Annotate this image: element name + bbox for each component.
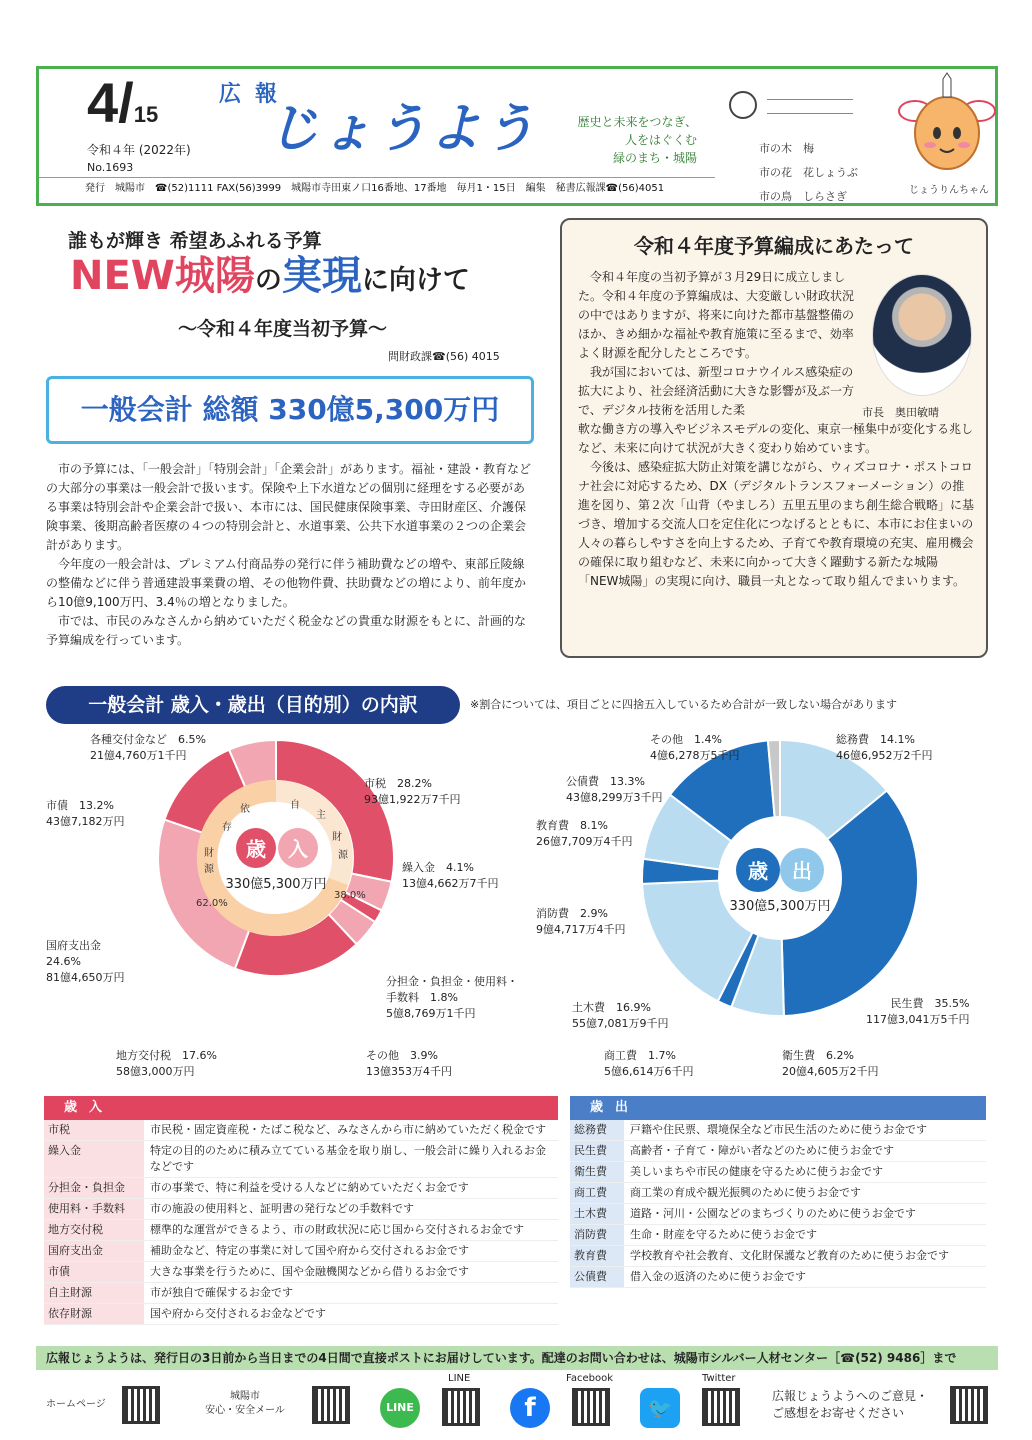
slice-amount: 5億6,614万6千円 xyxy=(604,1065,694,1078)
term: 教育費 xyxy=(570,1246,624,1266)
headline-part: 実現 xyxy=(281,253,362,299)
slice-pct: 2.9% xyxy=(580,907,608,920)
mayor-body xyxy=(578,268,974,591)
twitter-icon[interactable]: 🐦 xyxy=(640,1388,680,1428)
slice-name: 市税 xyxy=(364,777,386,790)
slice-pct: 6.5% xyxy=(178,733,206,746)
contact-info: 問財政課☎(56) 4015 xyxy=(388,350,500,363)
chart-label-kurireikin xyxy=(402,860,499,892)
slice-name: 民生費 xyxy=(890,997,924,1010)
slice-amount: 93億1,922万7千円 xyxy=(364,793,461,806)
homepage-qr-code[interactable] xyxy=(122,1386,160,1424)
chart-total: 330億5,300万円 xyxy=(225,877,327,892)
slice-name: 分担金・負担金・使用料・手数料 xyxy=(386,975,518,1004)
term: 民生費 xyxy=(570,1141,624,1161)
city-emblem-icon xyxy=(729,91,757,119)
band-percent: 38.0% xyxy=(334,890,366,901)
slice-name: 公債費 xyxy=(566,775,599,788)
chart-label-sonota-out xyxy=(650,732,740,764)
table-row xyxy=(44,1120,558,1141)
slice-name: 国府支出金 xyxy=(46,939,101,952)
band-label: 財 xyxy=(332,832,342,843)
paragraph: 令和４年度の当初予算が３月29日に成立しました。令和４年度の予算編成は、大変厳しい財政状況の中ではありますが、将来に向けた都市基盤整備のほか、きめ細かな福祉や教育施策に至るまで、効率よく財源を配分したところです。 xyxy=(578,270,855,360)
slogan-line: 歴史と未来をつなぎ、 xyxy=(577,115,697,129)
slice-amount: 5億8,769万1千円 xyxy=(386,1007,476,1020)
twitter-label: Twitter xyxy=(702,1373,736,1384)
mascot-icon xyxy=(897,71,997,179)
safe-mail-label xyxy=(200,1390,290,1418)
term-description: 市民税・固定資産税・たばこ税など、みなさんから市に納めていただく税金です xyxy=(150,1123,546,1136)
table-row xyxy=(570,1162,986,1183)
table-row xyxy=(570,1225,986,1246)
slice-pct: 24.6% xyxy=(46,955,81,968)
table-row xyxy=(44,1262,558,1283)
donut-hole xyxy=(718,816,842,940)
slice-pct: 3.9% xyxy=(410,1049,438,1062)
logo-main-text: じょうよう xyxy=(267,99,538,159)
term: 土木費 xyxy=(570,1204,624,1224)
slice-pct: 13.2% xyxy=(79,799,114,812)
article-kicker: 誰もが輝き 希望あふれる予算 xyxy=(68,230,322,252)
term: 総務費 xyxy=(570,1120,624,1140)
slice-name: 地方交付税 xyxy=(116,1049,171,1062)
slice-amount: 81億4,650万円 xyxy=(46,971,125,984)
mayor-name: 市長 奥田敏晴 xyxy=(862,406,939,419)
headline-part: に向けて xyxy=(361,265,470,296)
article-body xyxy=(46,460,536,650)
safe-mail-qr-code[interactable] xyxy=(312,1386,350,1424)
chart-label-shisai xyxy=(46,798,125,830)
mayor-title: 令和４年度予算編成にあたって xyxy=(634,234,914,258)
slice-pct: 14.1% xyxy=(880,733,915,746)
band-label: 存 xyxy=(222,822,232,833)
expenditure-glossary-table xyxy=(570,1096,986,1288)
slice-pct: 16.9% xyxy=(616,1001,651,1014)
issue-date: 令和４年 (2022年) xyxy=(87,143,191,157)
divider xyxy=(767,99,853,100)
band-label: 源 xyxy=(204,864,214,875)
term: 公債費 xyxy=(570,1267,624,1287)
chart-label-kousai xyxy=(566,774,663,806)
slice-amount: 20億4,605万2千円 xyxy=(782,1065,879,1078)
slice-amount: 26億7,709万4千円 xyxy=(536,835,633,848)
term-description: 市の事業で、特に利益を受ける人などに納めていただくお金です xyxy=(150,1181,469,1194)
label-line: 安心・安全メール xyxy=(205,1405,285,1416)
chart-label-kakushu xyxy=(90,732,206,764)
table-row xyxy=(570,1267,986,1288)
term: 消防費 xyxy=(570,1225,624,1245)
table-row xyxy=(570,1246,986,1267)
headline-part: NEW城陽 xyxy=(70,253,255,299)
homepage-label: ホームページ xyxy=(46,1399,106,1410)
article-headline xyxy=(70,252,470,300)
chart-label-shoukou xyxy=(604,1048,694,1080)
term-description: 高齢者・子育て・障がい者などのために使うお金です xyxy=(630,1144,894,1157)
term: 繰入金 xyxy=(44,1141,144,1177)
facebook-icon[interactable]: f xyxy=(510,1388,550,1428)
band-label: 自 xyxy=(290,800,300,811)
slice-amount: 46億6,952万2千円 xyxy=(836,749,933,762)
city-bird: 市の鳥 しらさぎ xyxy=(759,190,847,203)
chart-title-char: 歳 xyxy=(246,837,266,861)
slice-pct: 1.4% xyxy=(694,733,722,746)
band-percent: 62.0% xyxy=(196,898,228,909)
city-tree: 市の木 梅 xyxy=(759,142,814,155)
table-row xyxy=(44,1304,558,1325)
table-row xyxy=(44,1283,558,1304)
table-row xyxy=(44,1220,558,1241)
slice-name: 消防費 xyxy=(536,907,569,920)
issue-day: 15 xyxy=(133,102,159,127)
line-label: LINE xyxy=(448,1373,471,1384)
slice-amount: 13億353万4千円 xyxy=(366,1065,452,1078)
label-line: 広報じょうようへのご意見・ xyxy=(772,1389,929,1403)
table-row xyxy=(570,1183,986,1204)
band-label: 源 xyxy=(338,850,348,861)
chart-title-char: 歳 xyxy=(748,859,768,883)
chart-label-minsei xyxy=(866,996,970,1028)
slice-amount: 55億7,081万9千円 xyxy=(572,1017,669,1030)
logo-small-text: 広報 xyxy=(219,82,292,107)
slice-amount: 43億7,182万円 xyxy=(46,815,125,828)
paragraph: 我が国においては、新型コロナウイルス感染症の拡大により、社会経済活動に大きな影響が及ぶ一方で、デジタル技術を活用した柔 xyxy=(578,365,855,417)
slogan-line: 緑のまち・城陽 xyxy=(612,151,697,165)
term-description: 戸籍や住民票、環境保全など市民生活のために使うお金です xyxy=(630,1123,927,1136)
chart-label-buntankin xyxy=(386,974,526,1022)
slice-name: 市債 xyxy=(46,799,68,812)
mascot-name: じょうりんちゃん xyxy=(909,185,989,196)
slice-pct: 35.5% xyxy=(934,997,970,1010)
twitter-qr-code[interactable] xyxy=(702,1388,740,1426)
label-line: ご感想をお寄せください xyxy=(772,1406,905,1420)
term: 分担金・負担金 xyxy=(44,1178,144,1198)
label-line: 城陽市 xyxy=(230,1391,260,1402)
income-glossary-table xyxy=(44,1096,558,1325)
slice-pct: 1.8% xyxy=(430,991,458,1004)
term-description: 道路・河川・公園などのまちづくりのために使うお金です xyxy=(630,1207,916,1220)
chart-total: 330億5,300万円 xyxy=(729,899,831,914)
band-label: 主 xyxy=(316,810,326,821)
slice-pct: 28.2% xyxy=(397,777,432,790)
city-flower: 市の花 花しょうぶ xyxy=(759,166,858,179)
table-row xyxy=(44,1141,558,1178)
term: 国府支出金 xyxy=(44,1241,144,1261)
term-description: 国や府から交付されるお金などです xyxy=(150,1307,326,1320)
slice-amount: 58億3,000万円 xyxy=(116,1065,195,1078)
slice-name: 各種交付金など xyxy=(90,733,167,746)
slice-name: その他 xyxy=(650,733,683,746)
slice-amount: 9億4,717万4千円 xyxy=(536,923,626,936)
chart-label-shizei xyxy=(364,776,461,808)
slice-pct: 1.7% xyxy=(648,1049,676,1062)
term-description: 補助金など、特定の事業に対して国や府から交付されるお金です xyxy=(150,1244,469,1257)
term: 依存財源 xyxy=(44,1304,144,1324)
divider xyxy=(767,113,853,114)
opinion-label xyxy=(772,1388,928,1422)
slice-pct: 13.3% xyxy=(610,775,645,788)
slice-name: その他 xyxy=(366,1049,399,1062)
slice-amount: 4億6,278万5千円 xyxy=(650,749,740,762)
table-row xyxy=(570,1120,986,1141)
paragraph: 今後は、感染症拡大防止対策を講じながら、ウィズコロナ・ポストコロナ社会に対応するため、DX（デジタルトランスフォーメーション）の推進を図り、第２次「山背（やましろ）五里五里のまち創生総合戦略」に基づき、増加する交流人口を定住化につなげるとともに、本市にお住まいの人々の暮らしやすさを向上するため、子育てや教育環境の充実、雇用機会の確保に取り組むなど、未来に向かって大きく躍動する新たな城陽「NEW城陽」の実現に向け、職員一丸となって取り組んでまいります。 xyxy=(578,460,975,588)
slice-pct: 17.6% xyxy=(182,1049,217,1062)
chart-label-shoubou xyxy=(536,906,626,938)
paragraph: 今年度の一般会計は、プレミアム付商品券の発行に伴う補助費などの増や、東部丘陵線の整備などに伴う普通建設事業費の増、その他物件費、扶助費などの増により、前年度から10億9,100万円、3.4％の増となりました。 xyxy=(46,557,527,609)
term-description: 市の施設の使用料と、証明書の発行などの手数料です xyxy=(150,1202,414,1215)
band-label: 依 xyxy=(240,804,250,815)
slice-name: 衛生費 xyxy=(782,1049,815,1062)
slice-amount: 13億4,662万7千円 xyxy=(402,877,499,890)
slice-name: 土木費 xyxy=(572,1001,605,1014)
chart-label-eisei xyxy=(782,1048,879,1080)
term: 市債 xyxy=(44,1262,144,1282)
slice-amount: 117億3,041万5千円 xyxy=(866,1013,970,1026)
delivery-notice: 広報じょうようは、発行日の3日前から当日までの4日間で直接ポストにお届けしています。配達のお問い合わせは、城陽市シルバー人材センター［☎(52) 9486］まで xyxy=(36,1346,998,1370)
slice-name: 商工費 xyxy=(604,1049,637,1062)
term-description: 借入金の返済のために使うお金です xyxy=(630,1270,806,1283)
chart-label-soumu xyxy=(836,732,933,764)
term-description: 特定の目的のために積み立てている基金を取り崩し、一般会計に繰り入れるお金などです xyxy=(150,1144,546,1173)
term: 衛生費 xyxy=(570,1162,624,1182)
total-amount-box: 一般会計 総額 330億5,300万円 xyxy=(46,376,534,444)
chart-label-kokufu xyxy=(46,938,125,986)
table-row xyxy=(44,1199,558,1220)
slice-name: 総務費 xyxy=(836,733,869,746)
term-description: 学校教育や社会教育、文化財保護など教育のために使うお金です xyxy=(630,1249,949,1262)
table-heading: 歳出 xyxy=(570,1096,986,1120)
article-subhead: 〜令和４年度当初予算〜 xyxy=(178,318,388,340)
table-row xyxy=(570,1141,986,1162)
term-description: 商工業の育成や観光振興のために使うお金です xyxy=(630,1186,861,1199)
term: 地方交付税 xyxy=(44,1220,144,1240)
slice-amount: 43億8,299万3千円 xyxy=(566,791,663,804)
term-description: 大きな事業を行うために、国や金融機関などから借りるお金です xyxy=(150,1265,469,1278)
paragraph: 軟な働き方の導入やビジネスモデルの変化、東京一極集中が変化する兆しなど、未来に向けて状況が大きく変わり始めています。 xyxy=(578,422,974,455)
chart-label-kyouiku xyxy=(536,818,633,850)
chart-label-doboku xyxy=(572,1000,669,1032)
slogan-line: 人をはぐくむ xyxy=(624,133,697,147)
term: 市税 xyxy=(44,1120,144,1140)
paragraph: 市では、市民のみなさんから納めていただく税金などの貴重な財源をもとに、計画的な予算編成を行っています。 xyxy=(46,614,527,647)
opinion-qr-code[interactable] xyxy=(950,1386,988,1424)
band-label: 財 xyxy=(204,848,214,859)
term-description: 標準的な運営ができるよう、市の財政状況に応じ国から交付されるお金です xyxy=(150,1223,524,1236)
income-donut-chart xyxy=(156,738,396,978)
slice-amount: 21億4,760万1千円 xyxy=(90,749,187,762)
term: 自主財源 xyxy=(44,1283,144,1303)
expenditure-donut-chart xyxy=(640,738,920,1018)
line-qr-code[interactable] xyxy=(442,1388,480,1426)
slice-name: 繰入金 xyxy=(402,861,435,874)
term-description: 市が独自で確保するお金です xyxy=(150,1286,293,1299)
slice-name: 教育費 xyxy=(536,819,569,832)
chart-label-sonota-in xyxy=(366,1048,452,1080)
facebook-qr-code[interactable] xyxy=(572,1388,610,1426)
slice-pct: 6.2% xyxy=(826,1049,854,1062)
chart-label-chihou xyxy=(116,1048,217,1080)
table-row xyxy=(570,1204,986,1225)
masthead xyxy=(36,66,998,206)
table-row xyxy=(44,1178,558,1199)
section-note: ※割合については、項目ごとに四捨五入しているため合計が一致しない場合があります xyxy=(470,698,897,711)
line-icon[interactable]: LINE xyxy=(380,1388,420,1428)
chart-title-char: 出 xyxy=(792,859,812,883)
headline-part: の xyxy=(254,265,282,296)
chart-title-char: 入 xyxy=(288,837,308,861)
facebook-label: Facebook xyxy=(566,1373,613,1384)
mayor-message-box xyxy=(560,218,988,658)
term: 使用料・手数料 xyxy=(44,1199,144,1219)
city-symbols xyxy=(759,137,858,209)
issue-month: 4/15 xyxy=(87,71,159,134)
table-heading: 歳入 xyxy=(44,1096,558,1120)
term-description: 美しいまちや市民の健康を守るために使うお金です xyxy=(630,1165,883,1178)
term-description: 生命・財産を守るために使うお金です xyxy=(630,1228,817,1241)
section-heading: 一般会計 歳入・歳出（目的別）の内訳 xyxy=(46,686,460,724)
slice-pct: 4.1% xyxy=(446,861,474,874)
publisher-info: 発行 城陽市 ☎(52)1111 FAX(56)3999 城陽市寺田東ノ口16番地、17番地 毎月1・15日 編集 秘書広報課☎(56)4051 xyxy=(39,177,715,199)
issue-number: No.1693 xyxy=(87,161,134,174)
term: 商工費 xyxy=(570,1183,624,1203)
slogan xyxy=(567,113,697,167)
table-row xyxy=(44,1241,558,1262)
slice-pct: 8.1% xyxy=(580,819,608,832)
paragraph: 市の予算には、「一般会計」「特別会計」「企業会計」があります。福祉・建設・教育などの大部分の事業は一般会計で扱います。保険や上下水道などの個別に経理をする必要がある事業は特別会計や企業会計で扱い、本市には、国民健康保険事業、寺田財産区、介護保険事業、後期高齢者医療の４つの特別会計と、水道事業、公共下水道事業の２つの企業会計があります。 xyxy=(46,462,532,552)
